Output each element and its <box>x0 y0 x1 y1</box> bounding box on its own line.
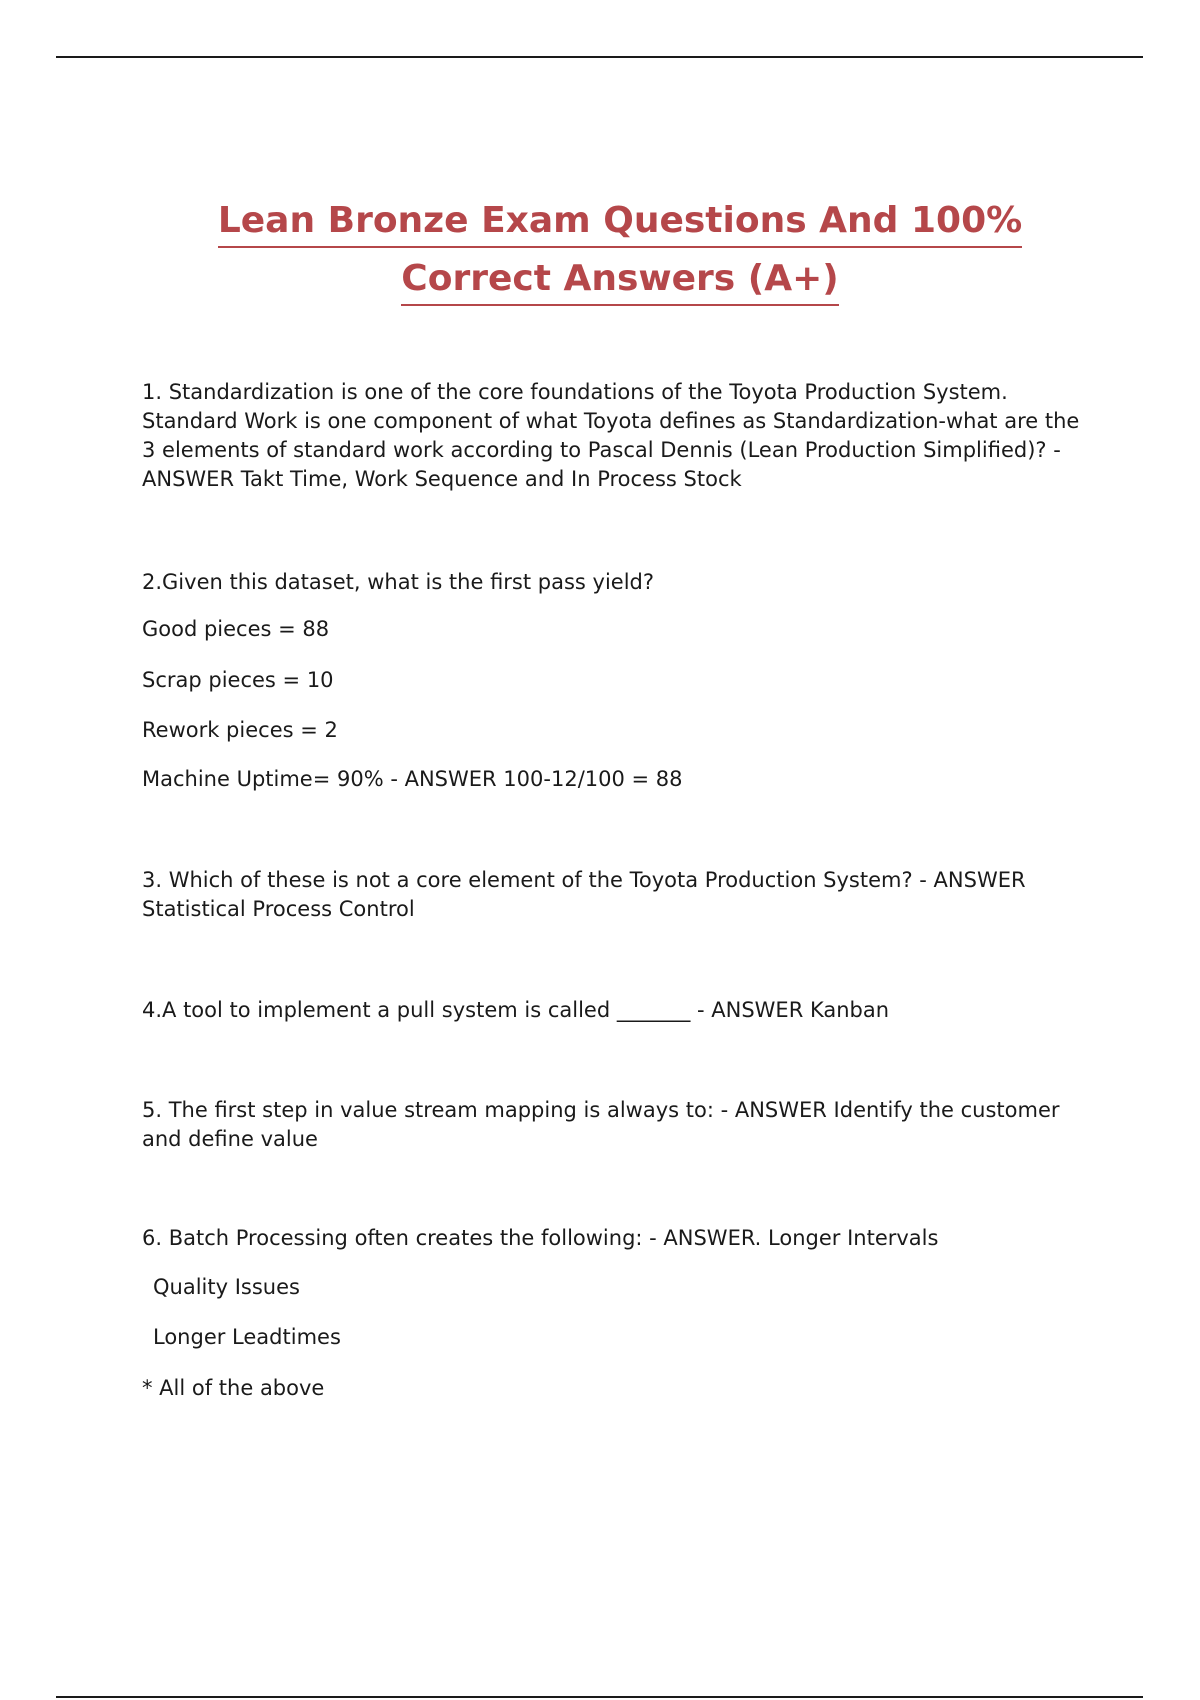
bottom-rule <box>56 1696 1143 1698</box>
question-6-prompt: 6. Batch Processing often creates the following: - ANSWER. Longer Intervals <box>142 1226 939 1250</box>
document-title <box>0 192 1200 308</box>
question-2-scrap-pieces: Scrap pieces = 10 <box>142 668 334 692</box>
question-2-machine-uptime: Machine Uptime= 90% - ANSWER 100-12/100 = 88 <box>142 767 683 791</box>
title-line-1: Lean Bronze Exam Questions And 100% <box>218 196 1022 248</box>
question-2-rework-pieces: Rework pieces = 2 <box>142 718 338 742</box>
question-6-option-quality-issues: Quality Issues <box>153 1275 300 1299</box>
top-rule <box>56 56 1143 58</box>
question-5: 5. The first step in value stream mapping is always to: - ANSWER Identify the customer and define value <box>142 1098 1060 1151</box>
title-line-2: Correct Answers (A+) <box>401 254 838 306</box>
question-1: 1. Standardization is one of the core foundations of the Toyota Production System. Standard Work is one component of what Toyota defines as Standardization-what are the 3 elements of standard work according to Pascal Dennis (Lean Production Simplified)? -ANSWER Takt Time, Work Sequence and In Process Stock <box>142 380 1080 491</box>
question-6-option-longer-leadtimes: Longer Leadtimes <box>153 1325 341 1349</box>
question-4: 4.A tool to implement a pull system is called _______ - ANSWER Kanban <box>142 998 890 1022</box>
question-2-good-pieces: Good pieces = 88 <box>142 617 330 641</box>
question-3: 3. Which of these is not a core element of the Toyota Production System? - ANSWER Statistical Process Control <box>142 868 1026 921</box>
question-6-option-all-of-the-above: * All of the above <box>142 1376 325 1400</box>
question-2-prompt: 2.Given this dataset, what is the first pass yield? <box>142 570 655 594</box>
